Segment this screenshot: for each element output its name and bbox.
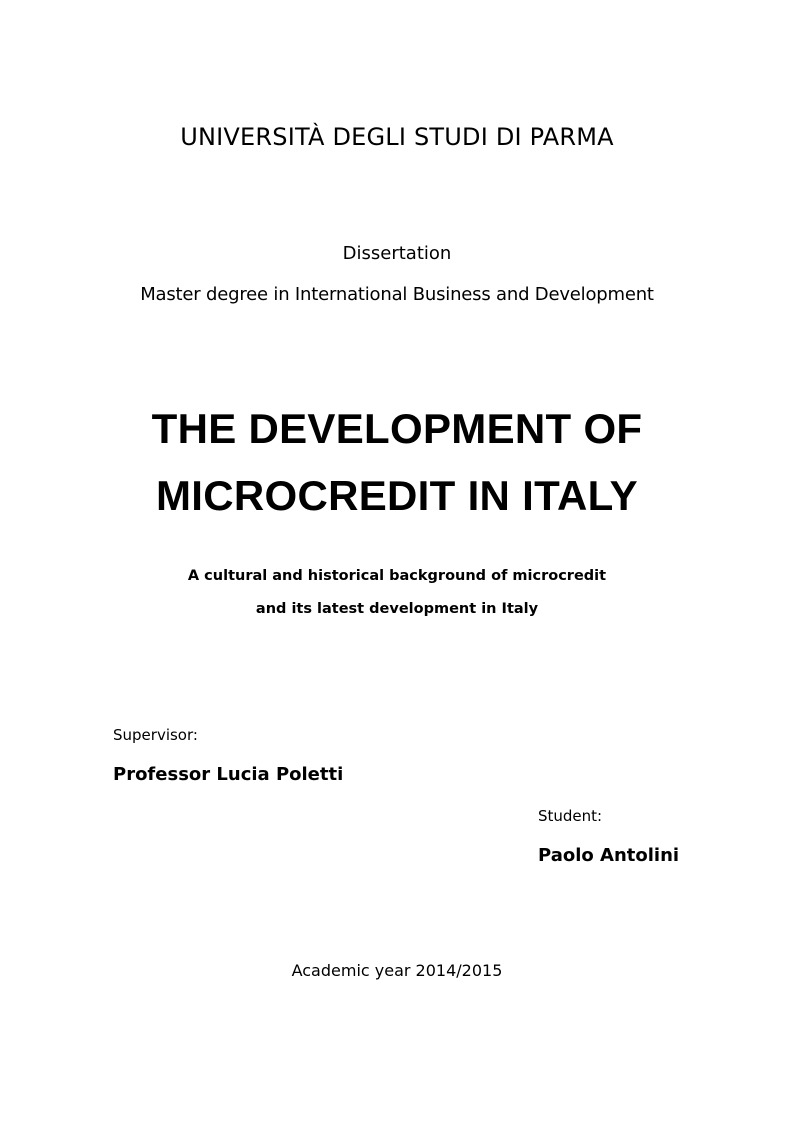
supervisor-name: Professor Lucia Poletti bbox=[113, 764, 344, 785]
student-name: Paolo Antolini bbox=[538, 845, 680, 866]
supervisor-label: Supervisor: bbox=[113, 726, 198, 744]
thesis-title-line-1: THE DEVELOPMENT OF bbox=[151, 405, 643, 452]
thesis-subtitle-line-1: A cultural and historical background of microcredit bbox=[187, 568, 607, 584]
degree-program: Master degree in International Business and Development bbox=[140, 284, 654, 305]
thesis-title-line-2: MICROCREDIT IN ITALY bbox=[155, 472, 638, 519]
student-label: Student: bbox=[538, 807, 603, 825]
academic-year: Academic year 2014/2015 bbox=[291, 961, 503, 980]
thesis-subtitle-line-2: and its latest development in Italy bbox=[255, 601, 539, 617]
document-type: Dissertation bbox=[342, 243, 452, 264]
university-name: UNIVERSITÀ DEGLI STUDI DI PARMA bbox=[180, 123, 614, 151]
